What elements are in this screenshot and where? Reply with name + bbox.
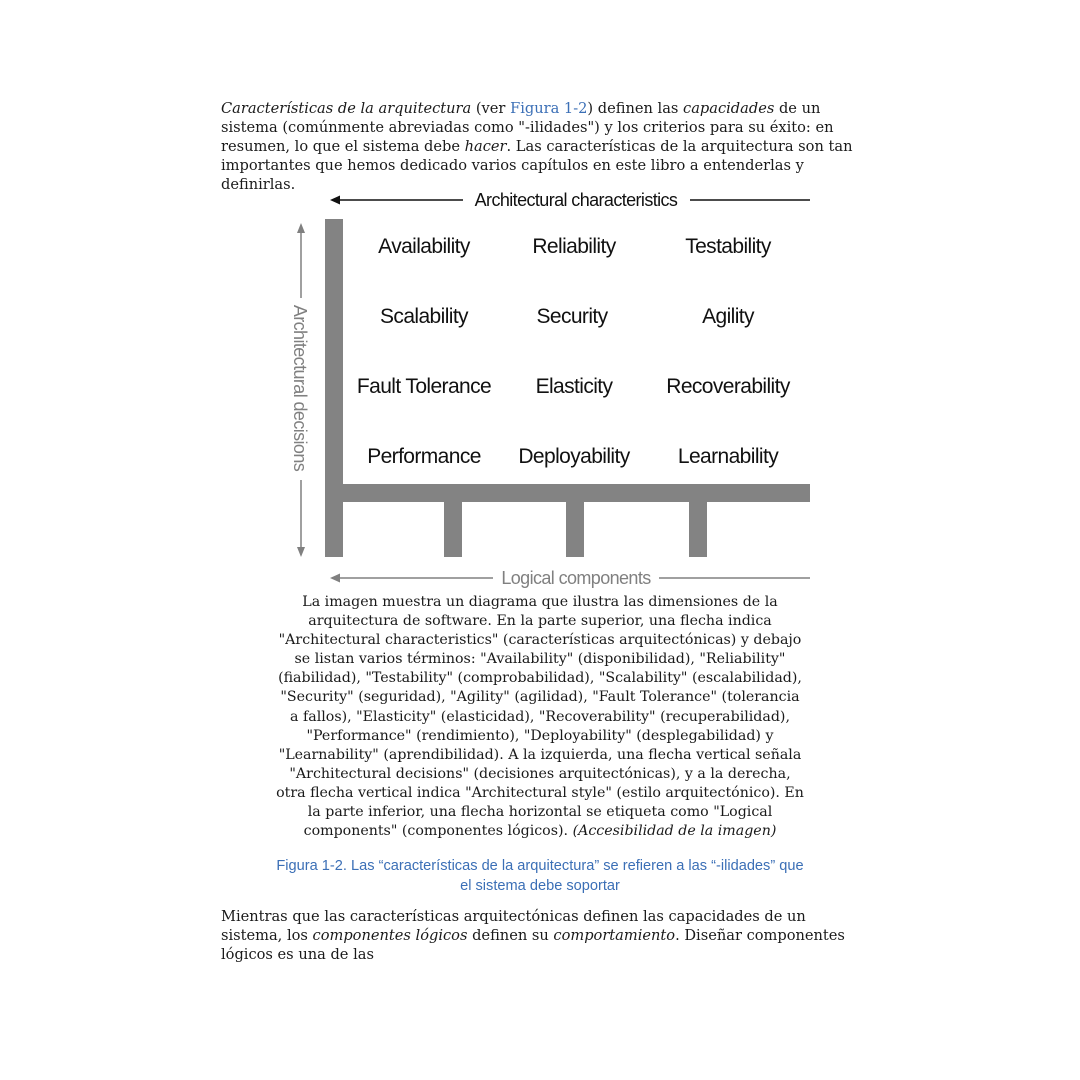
intro-hacer: hacer [464,138,507,155]
architecture-figure [280,186,820,596]
intro-text-2: de un sistema (comúnmente abreviadas como "-ilidades") y los criterios para su éxito: en resumen, lo que el sistema debe [221,100,834,155]
characteristic-deployability: Deployability [518,445,630,468]
characteristic-testability: Testability [685,235,771,258]
image-alt-text [276,593,804,841]
closing-text-3: . Diseñar componentes lógicos es una de las [221,927,845,963]
characteristic-availability: Availability [378,235,470,258]
left-axis-arrowhead-up [297,223,305,233]
alt-text-note: (Accesibilidad de la imagen) [572,823,777,840]
intro-text-ver: (ver [471,100,511,117]
component-leg-2 [566,502,584,557]
closing-componentes: componentes lógicos [312,927,468,944]
component-leg-1 [444,502,462,557]
component-leg-3 [689,502,707,557]
characteristic-learnability: Learnability [677,445,779,468]
closing-text-2: definen su [467,927,554,944]
closing-paragraph [221,907,861,964]
intro-text-3: . Las características de la arquitectura son tan importantes que hemos dedicado varios capítulos en este libro a entenderlas y definirlas. [221,138,853,193]
vertical-decisions-bar [325,219,343,557]
characteristic-security: Security [536,305,608,328]
characteristic-agility: Agility [702,305,754,328]
characteristic-recoverability: Recoverability [666,375,790,398]
characteristic-scalability: Scalability [380,305,468,328]
alt-text-body: La imagen muestra un diagrama que ilustra las dimensiones de la arquitectura de software. En la parte superior, una flecha indica "Architectural characteristics" (características arquitectónicas) y debajo se listan varios términos: "Availability" (disponibilidad), "Reliability" (fiabilidad), "Testability" (comprobabilidad), "Scalability" (escalabilidad), "Security" (seguridad), "Agility" (agilidad), "Fault Tolerance" (tolerancia a fallos), "Elasticity" (elasticidad), "Recoverability" (recuperabilidad), "Performance" (rendimiento), "Deployability" (desplegabilidad) y "Learnability" (aprendibilidad). A la izquierda, una flecha vertical señala "Architectural decisions" (decisiones arquitectónicas), y a la derecha, otra flecha vertical indica "Architectural style" (estilo arquitectónico). En la parte inferior, una flecha horizontal se etiqueta como "Logical components" (componentes lógicos). [276,594,804,840]
figure-ref-link[interactable]: Figura 1-2 [510,100,588,117]
intro-term: Características de la arquitectura [221,100,472,117]
figure-caption: Figura 1-2. Las “características de la arquitectura” se refieren a las “-ilidades” que el sistema debe soportar [276,858,804,894]
characteristic-reliability: Reliability [532,235,616,258]
characteristic-performance: Performance [367,445,481,468]
top-axis-arrowhead [330,196,340,205]
left-axis-arrowhead-down [297,547,305,557]
architecture-diagram [280,186,820,596]
top-axis-label: Architectural characteristics [474,190,678,210]
characteristic-fault-tolerance: Fault Tolerance [356,375,492,398]
closing-text-1: Mientras que las características arquitectónicas definen las capacidades de un sistema, los [221,908,806,944]
bottom-axis-label: Logical components [501,568,651,588]
intro-capacidades: capacidades [683,100,775,117]
characteristic-elasticity: Elasticity [535,375,613,398]
left-axis-label: Architectural decisions [290,304,310,472]
intro-text-1: ) definen las [587,100,684,117]
horizontal-characteristics-bar [325,484,810,502]
closing-comportamiento: comportamiento [553,927,676,944]
intro-paragraph [221,99,861,194]
